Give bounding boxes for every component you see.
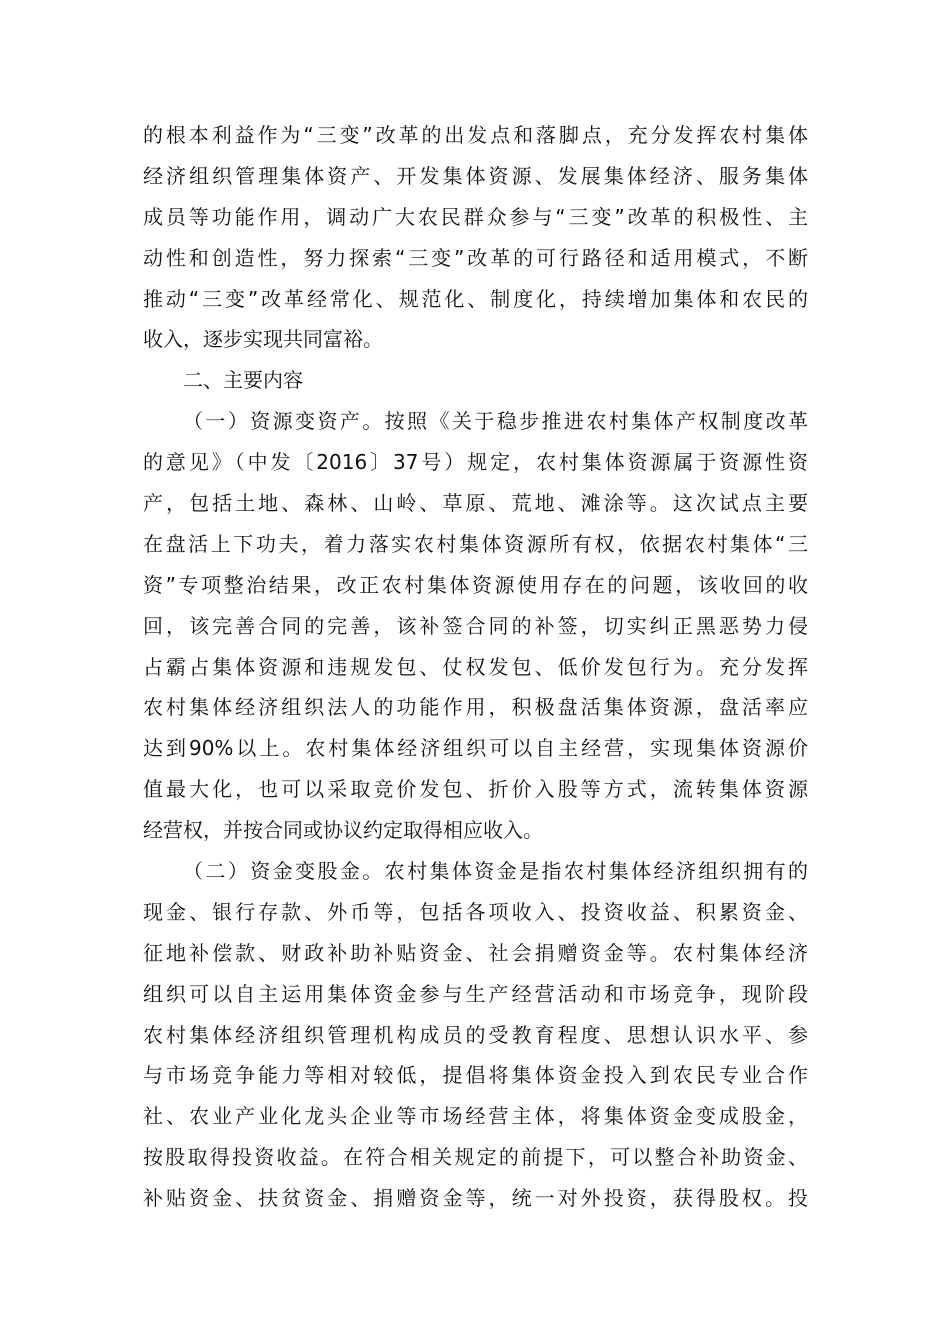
text-line: 在盘活上下功夫，着力落实农村集体资源所有权，依据农村集体“三: [143, 531, 808, 556]
text-line: 补贴资金、扶贫资金、捐赠资金等，统一对外投资，获得股权。投: [143, 1186, 808, 1211]
text-line: 值最大化，也可以采取竞价发包、折价入股等方式，流转集体资源: [143, 777, 808, 802]
text-line: 的根本利益作为“三变”改革的出发点和落脚点，充分发挥农村集体: [143, 123, 808, 147]
text-line: 占霸占集体资源和违规发包、仗权发包、低价发包行为。充分发挥: [143, 654, 808, 679]
text-line: 推动“三变”改革经常化、规范化、制度化，持续增加集体和农民的: [143, 286, 808, 311]
text-line: 现金、银行存款、外币等，包括各项收入、投资收益、积累资金、: [143, 899, 808, 924]
text-line: 的意见》（中发〔2016〕37号）规定，农村集体资源属于资源性资: [143, 450, 808, 475]
text-line: 动性和创造性，努力探索“三变”改革的可行路径和适用模式，不断: [143, 245, 808, 270]
text-line: 回，该完善合同的完善，该补签合同的补签，切实纠正黑恶势力侵: [143, 613, 808, 638]
text-line: 经济组织管理集体资产、开发集体资源、发展集体经济、服务集体: [143, 163, 808, 188]
text-line: 产，包括土地、森林、山岭、草原、荒地、滩涂等。这次试点主要: [143, 491, 808, 516]
text-line: 达到90%以上。农村集体经济组织可以自主经营，实现集体资源价: [143, 736, 808, 761]
text-line: 农村集体经济组织管理机构成员的受教育程度、思想认识水平、参: [143, 1022, 808, 1047]
text-line: 征地补偿款、财政补助补贴资金、社会捐赠资金等。农村集体经济: [143, 940, 808, 965]
text-line: 农村集体经济组织法人的功能作用，积极盘活集体资源，盘活率应: [143, 695, 808, 720]
text-line: 资”专项整治结果，改正农村集体资源使用存在的问题，该收回的收: [143, 572, 808, 597]
section-heading: 二、主要内容: [183, 368, 303, 393]
text-line: 按股取得投资收益。在符合相关规定的前提下，可以整合补助资金、: [143, 1145, 808, 1170]
text-line: 经营权，并按合同或协议约定取得相应收入。: [143, 818, 543, 843]
text-line: 成员等功能作用，调动广大农民群众参与“三变”改革的积极性、主: [143, 204, 808, 229]
text-line: （一）资源变资产。按照《关于稳步推进农村集体产权制度改革: [183, 409, 808, 434]
body-text: [143, 115, 808, 1219]
text-line: （二）资金变股金。农村集体资金是指农村集体经济组织拥有的: [183, 859, 808, 884]
text-line: 收入，逐步实现共同富裕。: [143, 327, 383, 352]
text-line: 组织可以自主运用集体资金参与生产经营活动和市场竞争，现阶段: [143, 981, 808, 1006]
text-line: 与市场竞争能力等相对较低，提倡将集体资金投入到农民专业合作: [143, 1063, 808, 1088]
text-line: 社、农业产业化龙头企业等市场经营主体，将集体资金变成股金，: [143, 1104, 808, 1129]
